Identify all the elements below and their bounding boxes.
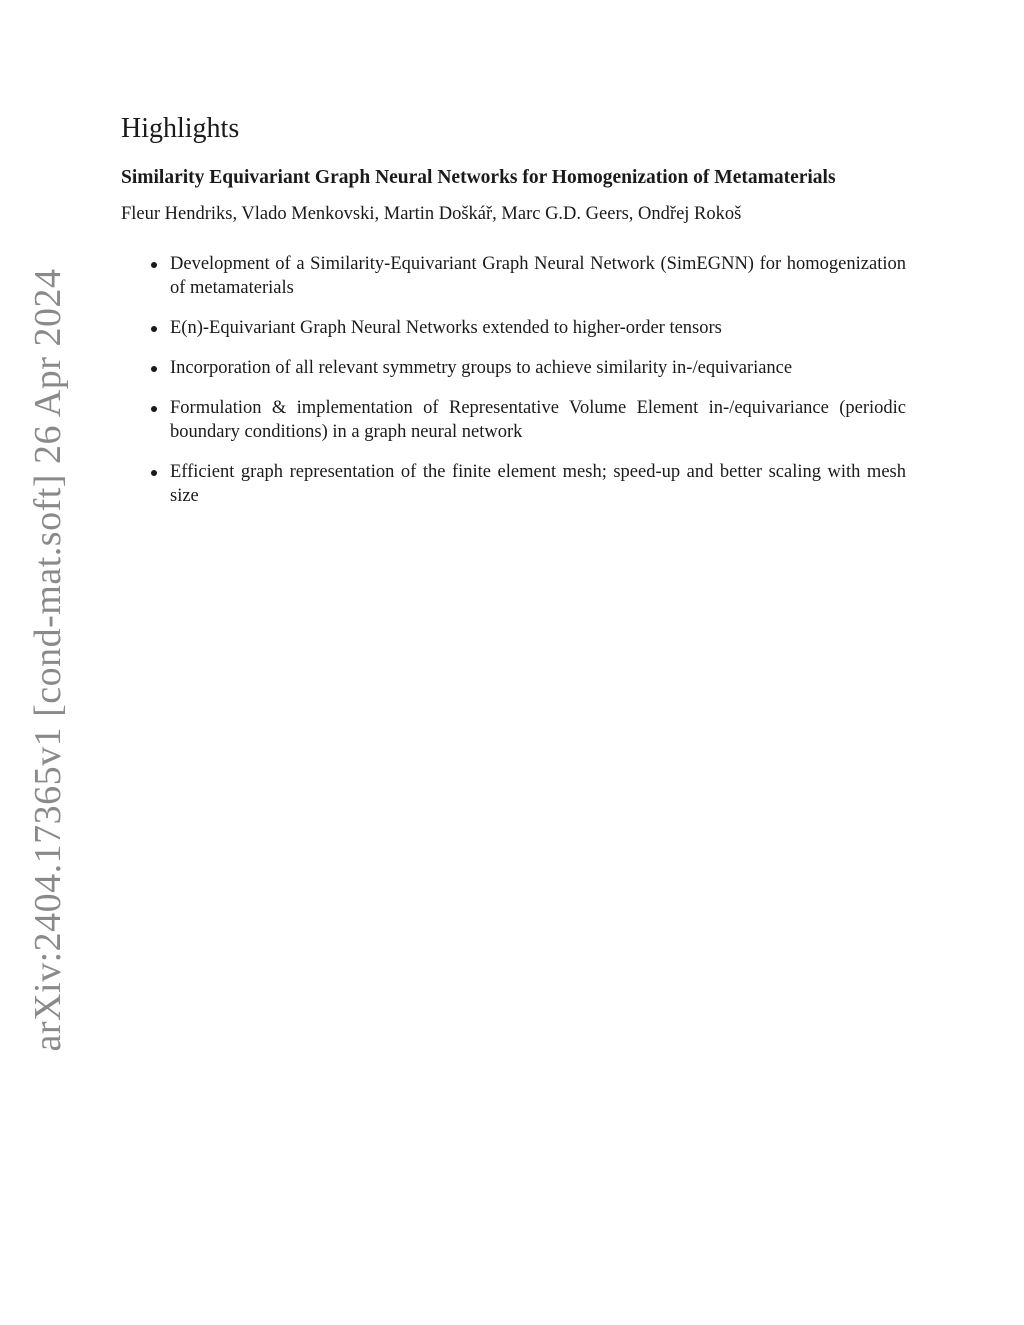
bullet-icon	[151, 470, 157, 476]
highlight-item	[121, 316, 906, 340]
author-list: Fleur Hendriks, Vlado Menkovski, Martin Doškář, Marc G.D. Geers, Ondřej Rokoš	[121, 203, 742, 224]
highlights-page	[121, 112, 906, 524]
highlight-item	[121, 396, 906, 444]
highlight-text: E(n)-Equivariant Graph Neural Networks extended to higher-order tensors	[170, 317, 722, 338]
highlight-item	[121, 356, 906, 380]
bullet-icon	[151, 406, 157, 412]
page-heading: Highlights	[121, 113, 240, 144]
highlight-item	[121, 460, 906, 508]
highlight-item	[121, 252, 906, 300]
bullet-icon	[151, 262, 157, 268]
arxiv-sidebar-stamp: arXiv:2404.17365v1 [cond-mat.soft] 26 Apr 2024	[27, 268, 69, 1052]
paper-title: Similarity Equivariant Graph Neural Networks for Homogenization of Metamaterials	[121, 166, 836, 188]
highlight-text: Development of a Similarity-Equivariant Graph Neural Network (SimEGNN) for homogenization of metamaterials	[170, 253, 906, 298]
highlight-text: Incorporation of all relevant symmetry groups to achieve similarity in-/equivariance	[170, 357, 793, 378]
bullet-icon	[151, 326, 157, 332]
highlights-list	[121, 252, 906, 508]
highlight-text: Formulation & implementation of Representative Volume Element in-/equivariance (periodic boundary conditions) in a graph neural network	[170, 397, 906, 442]
bullet-icon	[151, 366, 157, 372]
highlight-text: Efficient graph representation of the finite element mesh; speed-up and better scaling with mesh size	[170, 461, 906, 506]
